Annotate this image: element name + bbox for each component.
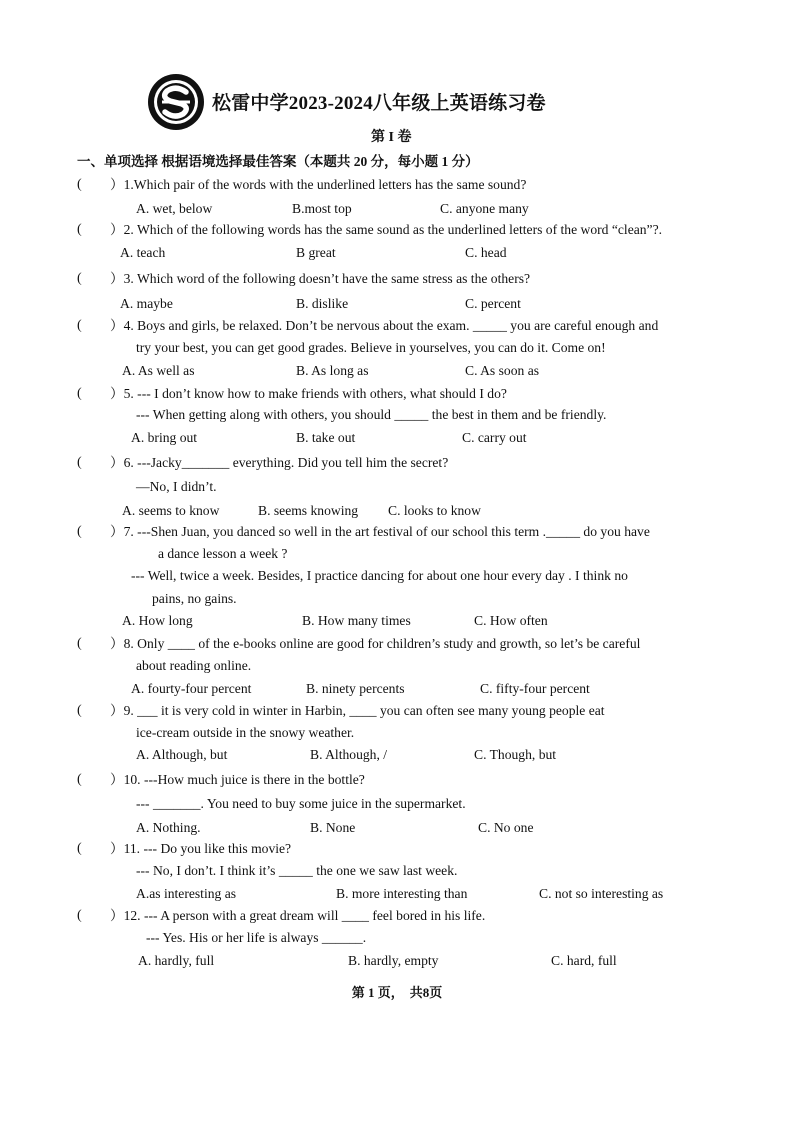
question-8-stem-line-2: about reading online. xyxy=(136,658,252,673)
school-logo-icon xyxy=(146,72,206,132)
question-10-option-b: B. None xyxy=(310,820,356,835)
question-1-option-a: A. wet, below xyxy=(136,201,213,216)
answer-bracket: ( xyxy=(77,908,82,923)
question-11-stem-line-2: --- No, I don’t. I think it’s _____ the one we saw last week. xyxy=(136,863,458,878)
question-5-option-c: C. carry out xyxy=(462,430,527,445)
answer-bracket: ( xyxy=(77,703,82,718)
question-1-option-c: C. anyone many xyxy=(440,201,529,216)
question-9-option-c: C. Though, but xyxy=(474,747,557,762)
answer-bracket: ( xyxy=(77,841,82,856)
question-12-stem-line-2: --- Yes. His or her life is always ______. xyxy=(146,930,367,945)
answer-bracket: ( xyxy=(77,636,82,651)
question-10-stem-line-2: --- _______. You need to buy some juice in the supermarket. xyxy=(136,796,466,811)
question-12-option-b: B. hardly, empty xyxy=(348,953,439,968)
question-3-option-c: C. percent xyxy=(465,296,521,311)
question-5-option-b: B. take out xyxy=(296,430,356,445)
page-footer xyxy=(0,982,794,1001)
section-heading: 一、单项选择 根据语境选择最佳答案（本题共 20 分，每小题 1 分） xyxy=(77,154,479,169)
answer-bracket: ( xyxy=(77,222,82,237)
question-12-option-c: C. hard, full xyxy=(551,953,617,968)
question-4-stem-line-2: try your best, you can get good grades. Believe in yourselves, you can do it. Come on! xyxy=(136,340,606,355)
question-5-stem: ）5. --- I don’t know how to make friends with others, what should I do? xyxy=(110,386,507,401)
answer-bracket: ( xyxy=(77,318,82,333)
question-7-stem: ）7. ---Shen Juan, you danced so well in the art festival of our school this term ._____ do you have xyxy=(110,524,650,539)
page-total: 共8页 xyxy=(409,985,443,1000)
question-6-option-c: C. looks to know xyxy=(388,503,481,518)
question-11-option-c: C. not so interesting as xyxy=(539,886,664,901)
question-8-option-a: A. fourty-four percent xyxy=(131,681,252,696)
question-6-stem: ）6. ---Jacky_______ everything. Did you tell him the secret? xyxy=(110,455,449,470)
question-4-option-c: C. As soon as xyxy=(465,363,540,378)
exam-title: 松雷中学2023-2024八年级上英语练习卷 xyxy=(212,93,546,114)
question-7-stem-line-3: --- Well, twice a week. Besides, I practice dancing for about one hour every day . I think no xyxy=(131,568,628,583)
answer-bracket: ( xyxy=(77,772,82,787)
question-2-option-a: A. teach xyxy=(120,245,166,260)
question-12-stem: ）12. --- A person with a great dream will ____ feel bored in his life. xyxy=(110,908,486,923)
question-6-option-b: B. seems knowing xyxy=(258,503,359,518)
question-3-option-b: B. dislike xyxy=(296,296,349,311)
question-10-option-c: C. No one xyxy=(478,820,534,835)
page-number: 第 1 页， xyxy=(351,985,404,1000)
volume-heading: 第 I 卷 xyxy=(371,130,412,145)
question-4-option-a: A. As well as xyxy=(122,363,195,378)
question-2-option-b: B great xyxy=(296,245,336,260)
question-7-stem-line-2: a dance lesson a week ? xyxy=(158,546,288,561)
question-9-stem-line-2: ice-cream outside in the snowy weather. xyxy=(136,725,355,740)
question-11-option-a: A.as interesting as xyxy=(136,886,237,901)
question-9-option-a: A. Although, but xyxy=(136,747,228,762)
question-2-option-c: C. head xyxy=(465,245,507,260)
question-4-stem: ）4. Boys and girls, be relaxed. Don’t be nervous about the exam. _____ you are careful enough and xyxy=(110,318,659,333)
question-11-stem: ）11. --- Do you like this movie? xyxy=(110,841,292,856)
question-7-option-b: B. How many times xyxy=(302,613,411,628)
answer-bracket: ( xyxy=(77,524,82,539)
question-7-stem-line-4: pains, no gains. xyxy=(152,591,237,606)
question-10-option-a: A. Nothing. xyxy=(136,820,201,835)
answer-bracket: ( xyxy=(77,177,82,192)
question-6-stem-line-2: —No, I didn’t. xyxy=(136,479,217,494)
question-4-option-b: B. As long as xyxy=(296,363,369,378)
question-12-option-a: A. hardly, full xyxy=(138,953,215,968)
question-9-stem: ）9. ___ it is very cold in winter in Harbin, ____ you can often see many young people eat xyxy=(110,703,605,718)
question-1-stem: ）1.Which pair of the words with the underlined letters has the same sound? xyxy=(110,177,527,192)
question-11-option-b: B. more interesting than xyxy=(336,886,468,901)
answer-bracket: ( xyxy=(77,271,82,286)
question-7-option-a: A. How long xyxy=(122,613,193,628)
question-9-option-b: B. Although, / xyxy=(310,747,388,762)
question-5-stem-line-2: --- When getting along with others, you should _____ the best in them and be friendly. xyxy=(136,407,607,422)
question-5-option-a: A. bring out xyxy=(131,430,198,445)
question-1-option-b: B.most top xyxy=(292,201,352,216)
answer-bracket: ( xyxy=(77,455,82,470)
question-8-option-b: B. ninety percents xyxy=(306,681,405,696)
question-3-stem: ）3. Which word of the following doesn’t have the same stress as the others? xyxy=(110,271,531,286)
question-8-option-c: C. fifty-four percent xyxy=(480,681,590,696)
question-2-stem: ）2. Which of the following words has the same sound as the underlined letters of the word “clean”?. xyxy=(110,222,663,237)
question-3-option-a: A. maybe xyxy=(120,296,173,311)
question-7-option-c: C. How often xyxy=(474,613,548,628)
question-8-stem: ）8. Only ____ of the e-books online are good for children’s study and growth, so let’s be careful xyxy=(110,636,641,651)
question-6-option-a: A. seems to know xyxy=(122,503,220,518)
question-10-stem: ）10. ---How much juice is there in the bottle? xyxy=(110,772,365,787)
answer-bracket: ( xyxy=(77,386,82,401)
